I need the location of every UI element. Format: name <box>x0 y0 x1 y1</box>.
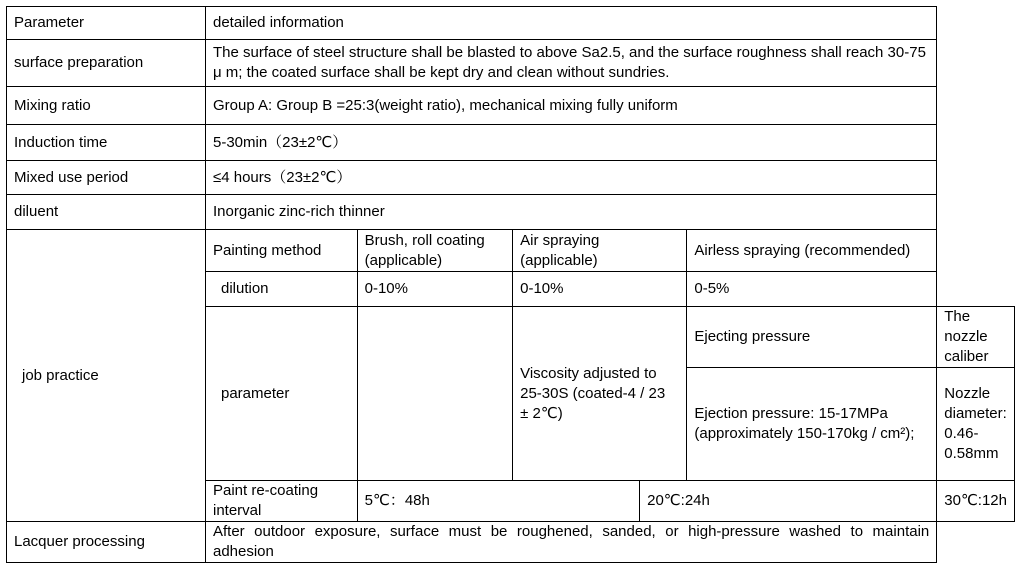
mixing-ratio-row <box>7 87 1015 125</box>
painting-method-airless: Airless spraying (recommended) <box>687 230 937 272</box>
lacquer-label: Lacquer processing <box>7 522 206 563</box>
nozzle-caliber-header: The nozzle caliber <box>937 307 1015 368</box>
painting-method-air: Air spraying (applicable) <box>513 230 687 272</box>
mixing-ratio-label: Mixing ratio <box>7 87 206 125</box>
nozzle-diameter-value: Nozzle diameter: 0.46-0.58mm <box>937 368 1015 481</box>
surface-preparation-label: surface preparation <box>7 40 206 87</box>
job-practice-label: job practice <box>7 230 206 522</box>
induction-time-row <box>7 125 1015 161</box>
ejection-pressure-value: Ejection pressure: 15-17MPa (approximately 150-170kg / cm²); <box>687 368 937 481</box>
spec-table <box>6 6 1015 563</box>
recoating-20c: 20℃:24h <box>640 481 937 522</box>
dilution-label: dilution <box>205 272 357 307</box>
diluent-label: diluent <box>7 195 206 230</box>
parameter-brush <box>357 307 512 481</box>
dilution-airless: 0-5% <box>687 272 937 307</box>
induction-time-label: Induction time <box>7 125 206 161</box>
recoating-30c: 30℃:12h <box>937 481 1015 522</box>
mixing-ratio-text: Group A: Group B =25:3(weight ratio), mechanical mixing fully uniform <box>205 87 936 125</box>
recoating-label: Paint re-coating interval <box>205 481 357 522</box>
painting-method-row <box>7 230 1015 272</box>
header-detail: detailed information <box>205 7 936 40</box>
induction-time-text: 5-30min（23±2℃） <box>205 125 936 161</box>
surface-preparation-text: The surface of steel structure shall be blasted to above Sa2.5, and the surface roughness shall reach 30-75 μ m; the coated surface shall be kept dry and clean without sundries. <box>205 40 936 87</box>
lacquer-text: After outdoor exposure, surface must be roughened, sanded, or high-pressure washed to maintain adhesion <box>205 522 936 563</box>
ejecting-pressure-header: Ejecting pressure <box>687 307 937 368</box>
mixed-use-period-text: ≤4 hours（23±2℃） <box>205 161 936 195</box>
diluent-text: Inorganic zinc-rich thinner <box>205 195 936 230</box>
painting-method-brush: Brush, roll coating (applicable) <box>357 230 512 272</box>
header-row <box>7 7 1015 40</box>
parameter-label: parameter <box>205 307 357 481</box>
dilution-brush: 0-10% <box>357 272 512 307</box>
lacquer-row <box>7 522 1015 563</box>
header-parameter: Parameter <box>7 7 206 40</box>
dilution-air: 0-10% <box>513 272 687 307</box>
parameter-air: Viscosity adjusted to 25-30S (coated-4 / 23 ± 2℃) <box>513 307 687 481</box>
recoating-5c: 5℃：48h <box>357 481 640 522</box>
diluent-row <box>7 195 1015 230</box>
surface-preparation-row <box>7 40 1015 87</box>
mixed-use-period-row <box>7 161 1015 195</box>
painting-method-label: Painting method <box>205 230 357 272</box>
mixed-use-period-label: Mixed use period <box>7 161 206 195</box>
